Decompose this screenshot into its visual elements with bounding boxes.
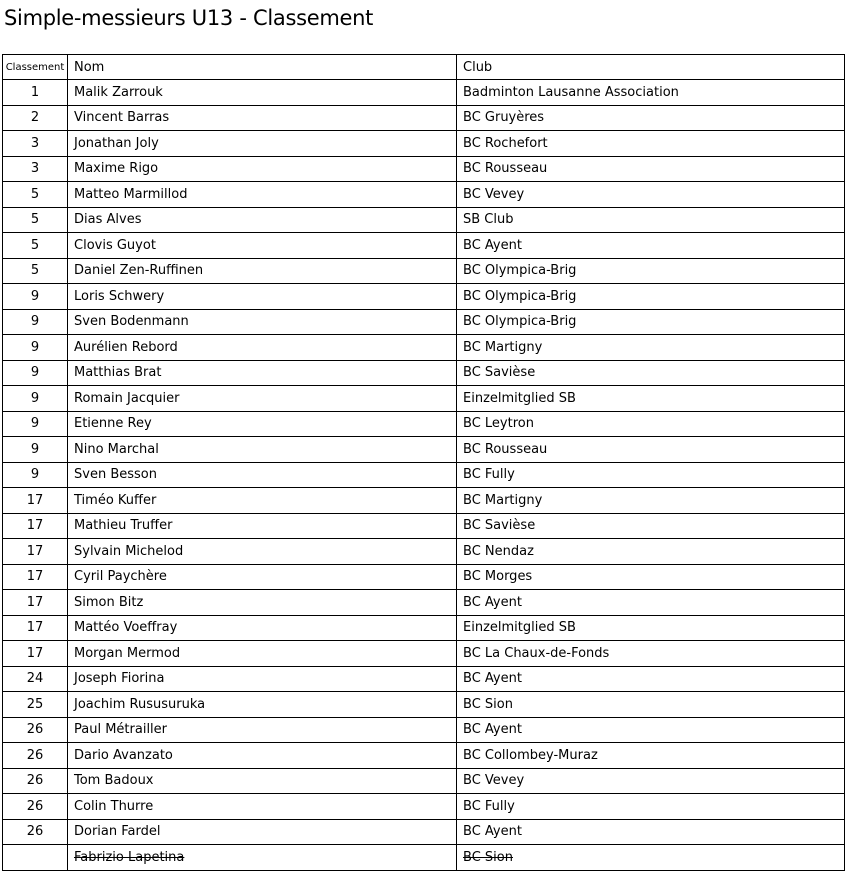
- club-cell: BC Sion: [457, 845, 845, 871]
- club-cell: BC Martigny: [457, 335, 845, 361]
- player-name-cell: Nino Marchal: [68, 437, 457, 463]
- rank-cell: 25: [3, 692, 68, 718]
- rank-cell: 5: [3, 258, 68, 284]
- rank-cell: 26: [3, 717, 68, 743]
- player-name-cell: Sylvain Michelod: [68, 539, 457, 565]
- table-row: [3, 564, 845, 590]
- table-row: [3, 360, 845, 386]
- rank-cell: 5: [3, 182, 68, 208]
- table-row: [3, 386, 845, 412]
- club-cell: BC Vevey: [457, 182, 845, 208]
- player-name-cell: Romain Jacquier: [68, 386, 457, 412]
- table-header-row: [3, 55, 845, 80]
- rank-cell: 3: [3, 131, 68, 157]
- rank-cell: 9: [3, 462, 68, 488]
- ranking-table: [2, 54, 845, 871]
- table-row: [3, 437, 845, 463]
- table-row: [3, 284, 845, 310]
- club-cell: Einzelmitglied SB: [457, 615, 845, 641]
- player-name-cell: Simon Bitz: [68, 590, 457, 616]
- rank-cell: 9: [3, 437, 68, 463]
- ranking-table-body: [3, 80, 845, 871]
- club-cell: BC Olympica-Brig: [457, 258, 845, 284]
- club-cell: BC Rousseau: [457, 156, 845, 182]
- table-row: [3, 462, 845, 488]
- table-row: [3, 845, 845, 871]
- table-row: [3, 743, 845, 769]
- table-row: [3, 717, 845, 743]
- player-name-cell: Jonathan Joly: [68, 131, 457, 157]
- player-name-cell: Sven Bodenmann: [68, 309, 457, 335]
- club-cell: BC Olympica-Brig: [457, 284, 845, 310]
- player-name-cell: Maxime Rigo: [68, 156, 457, 182]
- table-row: [3, 539, 845, 565]
- player-name-cell: Clovis Guyot: [68, 233, 457, 259]
- player-name-cell: Loris Schwery: [68, 284, 457, 310]
- club-cell: BC Vevey: [457, 768, 845, 794]
- page-title: Simple-messieurs U13 - Classement: [4, 6, 374, 30]
- club-cell: SB Club: [457, 207, 845, 233]
- table-row: [3, 692, 845, 718]
- club-cell: BC Ayent: [457, 666, 845, 692]
- club-cell: BC Morges: [457, 564, 845, 590]
- player-name-cell: Dorian Fardel: [68, 819, 457, 845]
- table-row: [3, 768, 845, 794]
- club-cell: BC Martigny: [457, 488, 845, 514]
- player-name-cell: Morgan Mermod: [68, 641, 457, 667]
- player-name-cell: Joachim Rususuruka: [68, 692, 457, 718]
- table-row: [3, 105, 845, 131]
- table-row: [3, 207, 845, 233]
- table-row: [3, 258, 845, 284]
- club-cell: BC Nendaz: [457, 539, 845, 565]
- column-header-rank: Classement: [3, 55, 68, 80]
- club-cell: BC Ayent: [457, 819, 845, 845]
- club-cell: Einzelmitglied SB: [457, 386, 845, 412]
- table-row: [3, 80, 845, 106]
- player-name-cell: Colin Thurre: [68, 794, 457, 820]
- rank-cell: 9: [3, 360, 68, 386]
- club-cell: BC Ayent: [457, 233, 845, 259]
- table-row: [3, 590, 845, 616]
- table-row: [3, 309, 845, 335]
- table-row: [3, 182, 845, 208]
- player-name-cell: Dario Avanzato: [68, 743, 457, 769]
- table-row: [3, 819, 845, 845]
- player-name-cell: Cyril Paychère: [68, 564, 457, 590]
- table-row: [3, 666, 845, 692]
- club-cell: Badminton Lausanne Association: [457, 80, 845, 106]
- rank-cell: 26: [3, 794, 68, 820]
- player-name-cell: Fabrizio Lapetina: [68, 845, 457, 871]
- table-row: [3, 156, 845, 182]
- rank-cell: 17: [3, 615, 68, 641]
- player-name-cell: Dias Alves: [68, 207, 457, 233]
- club-cell: BC Rochefort: [457, 131, 845, 157]
- rank-cell: 9: [3, 386, 68, 412]
- table-row: [3, 131, 845, 157]
- table-row: [3, 513, 845, 539]
- table-row: [3, 641, 845, 667]
- table-row: [3, 411, 845, 437]
- table-row: [3, 335, 845, 361]
- table-row: [3, 488, 845, 514]
- club-cell: BC La Chaux-de-Fonds: [457, 641, 845, 667]
- club-cell: BC Fully: [457, 462, 845, 488]
- rank-cell: 17: [3, 564, 68, 590]
- club-cell: BC Savièse: [457, 360, 845, 386]
- rank-cell: 17: [3, 488, 68, 514]
- club-cell: BC Ayent: [457, 717, 845, 743]
- rank-cell: 9: [3, 309, 68, 335]
- club-cell: BC Gruyères: [457, 105, 845, 131]
- table-row: [3, 233, 845, 259]
- table-row: [3, 615, 845, 641]
- rank-cell: 26: [3, 819, 68, 845]
- rank-cell: 24: [3, 666, 68, 692]
- rank-cell: 17: [3, 513, 68, 539]
- table-row: [3, 794, 845, 820]
- player-name-cell: Paul Métrailler: [68, 717, 457, 743]
- rank-cell: [3, 845, 68, 871]
- player-name-cell: Mathieu Truffer: [68, 513, 457, 539]
- rank-cell: 5: [3, 207, 68, 233]
- column-header-club: Club: [457, 55, 845, 80]
- player-name-cell: Mattéo Voeffray: [68, 615, 457, 641]
- rank-cell: 17: [3, 539, 68, 565]
- rank-cell: 3: [3, 156, 68, 182]
- player-name-cell: Aurélien Rebord: [68, 335, 457, 361]
- club-cell: BC Collombey-Muraz: [457, 743, 845, 769]
- rank-cell: 9: [3, 284, 68, 310]
- player-name-cell: Daniel Zen-Ruffinen: [68, 258, 457, 284]
- player-name-cell: Vincent Barras: [68, 105, 457, 131]
- rank-cell: 26: [3, 768, 68, 794]
- club-cell: BC Fully: [457, 794, 845, 820]
- rank-cell: 17: [3, 641, 68, 667]
- club-cell: BC Leytron: [457, 411, 845, 437]
- player-name-cell: Sven Besson: [68, 462, 457, 488]
- rank-cell: 26: [3, 743, 68, 769]
- player-name-cell: Etienne Rey: [68, 411, 457, 437]
- player-name-cell: Tom Badoux: [68, 768, 457, 794]
- rank-cell: 17: [3, 590, 68, 616]
- player-name-cell: Joseph Fiorina: [68, 666, 457, 692]
- club-cell: BC Rousseau: [457, 437, 845, 463]
- club-cell: BC Savièse: [457, 513, 845, 539]
- player-name-cell: Malik Zarrouk: [68, 80, 457, 106]
- rank-cell: 1: [3, 80, 68, 106]
- rank-cell: 5: [3, 233, 68, 259]
- player-name-cell: Matthias Brat: [68, 360, 457, 386]
- player-name-cell: Timéo Kuffer: [68, 488, 457, 514]
- rank-cell: 9: [3, 335, 68, 361]
- club-cell: BC Sion: [457, 692, 845, 718]
- rank-cell: 2: [3, 105, 68, 131]
- club-cell: BC Ayent: [457, 590, 845, 616]
- column-header-name: Nom: [68, 55, 457, 80]
- club-cell: BC Olympica-Brig: [457, 309, 845, 335]
- rank-cell: 9: [3, 411, 68, 437]
- player-name-cell: Matteo Marmillod: [68, 182, 457, 208]
